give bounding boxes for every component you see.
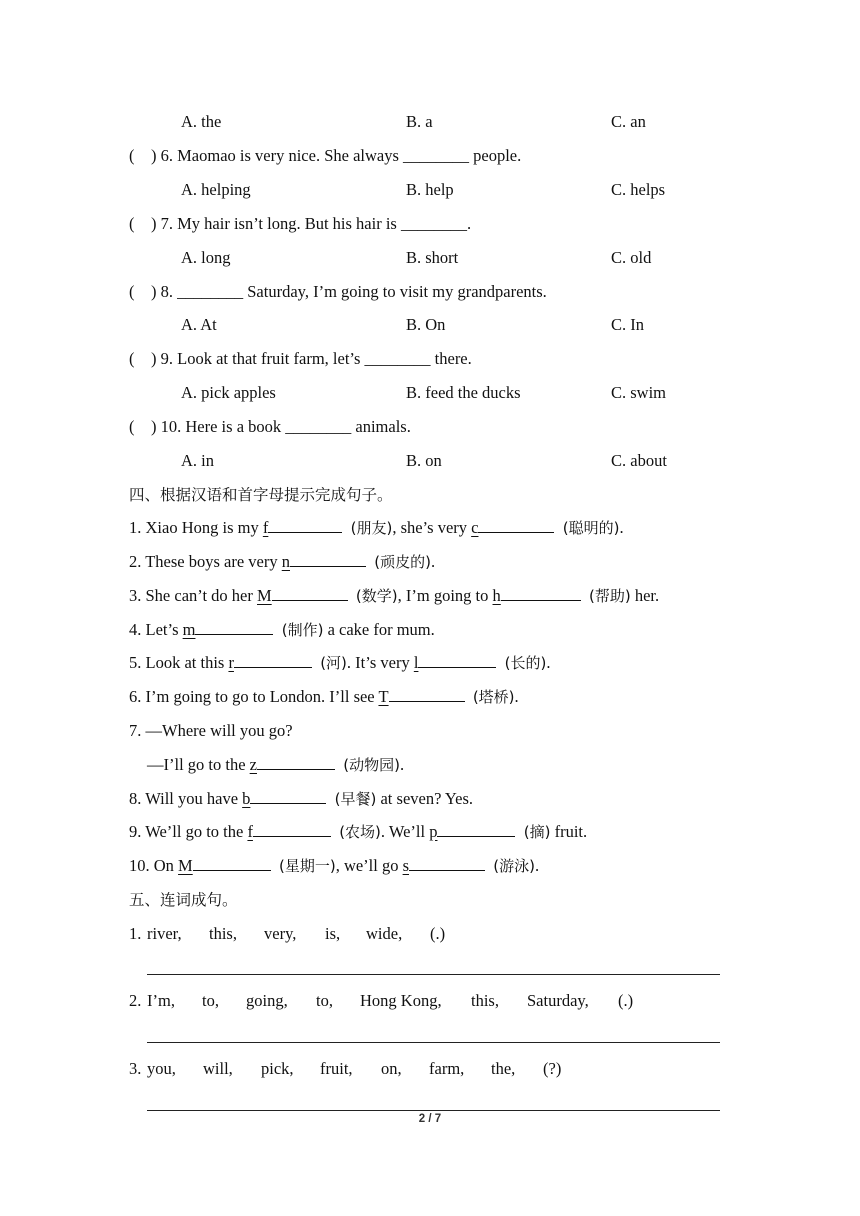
s4-5-blank-1[interactable]: r [228, 653, 312, 672]
s4-10-blank-1[interactable]: M [178, 856, 271, 875]
s5-3-word: will, [203, 1059, 233, 1078]
q10-option-b: B. on [406, 451, 442, 470]
q7-answer-paren[interactable]: ( ) [129, 214, 157, 233]
q10-row [129, 417, 411, 437]
s4-9-blank-1[interactable]: f [247, 822, 331, 841]
q6-text: 6. Maomao is very nice. She always ________ people. [160, 146, 522, 165]
s5-1-word: river, [147, 924, 182, 943]
s5-2-word: to, [202, 991, 219, 1010]
s5-2-word: going, [246, 991, 288, 1010]
s4-5-blank-2[interactable]: l [414, 653, 497, 672]
s5-3-number: 3. [129, 1059, 142, 1078]
q7-option-b: B. short [406, 248, 459, 267]
s4-4-blank-1[interactable]: m [183, 620, 274, 639]
s4-10-blank-2[interactable]: s [403, 856, 485, 875]
q8-text: 8. ________ Saturday, I’m going to visit my grandparents. [160, 282, 547, 301]
s5-3-word: farm, [429, 1059, 465, 1078]
q10-answer-paren[interactable]: ( ) [129, 417, 157, 436]
s5-1-number: 1. [129, 924, 142, 943]
s4-sentence-5: 5. Look at this r (河). It’s very l (长的). [129, 653, 551, 672]
q5-option-b: B. a [406, 112, 433, 131]
s5-1-word: is, [325, 924, 341, 943]
s5-2-number: 2. [129, 991, 142, 1010]
s5-2-word: to, [316, 991, 333, 1010]
s4-9-blank-2[interactable]: p [429, 822, 515, 841]
s5-3-answer-line[interactable] [147, 1110, 720, 1111]
q9-option-b: B. feed the ducks [406, 383, 521, 402]
section5-heading: 五、连词成句。 [129, 891, 238, 909]
s5-2-word: (.) [618, 991, 634, 1010]
q7-row [129, 214, 471, 234]
q6-row [129, 146, 521, 166]
s4-2-blank-1[interactable]: n [282, 552, 366, 571]
s5-1-word: wide, [366, 924, 403, 943]
s5-2-word: Hong Kong, [360, 991, 442, 1010]
s5-2-word: Saturday, [527, 991, 589, 1010]
s4-sentence-7-question: 7. —Where will you go? [129, 721, 293, 740]
s5-3-word: (?) [543, 1059, 562, 1078]
q10-option-c: C. about [611, 451, 667, 470]
q6-answer-paren[interactable]: ( ) [129, 146, 157, 165]
q9-answer-paren[interactable]: ( ) [129, 349, 157, 368]
q8-option-c: C. In [611, 315, 644, 334]
s4-3-blank-1[interactable]: M [257, 586, 348, 605]
s4-7-blank-1[interactable]: z [250, 755, 335, 774]
s5-3-word: the, [491, 1059, 516, 1078]
s4-sentence-1: 1. Xiao Hong is my f (朋友), she’s very c (聪明的). [129, 518, 624, 537]
s5-2-word: this, [471, 991, 499, 1010]
q7-option-c: C. old [611, 248, 652, 267]
s5-3-word: you, [147, 1059, 176, 1078]
q8-row [129, 282, 547, 302]
q7-text: 7. My hair isn’t long. But his hair is ________. [160, 214, 472, 233]
s5-3-word: on, [381, 1059, 402, 1078]
s5-2-answer-line[interactable] [147, 1042, 720, 1043]
q9-row [129, 349, 472, 369]
s4-3-blank-2[interactable]: h [493, 586, 581, 605]
s5-1-word: (.) [430, 924, 446, 943]
q9-option-c: C. swim [611, 383, 667, 402]
q8-option-b: B. On [406, 315, 446, 334]
page-number: 2 / 7 [418, 1113, 442, 1125]
section4-heading: 四、根据汉语和首字母提示完成句子。 [129, 486, 393, 504]
s5-3-word: fruit, [320, 1059, 353, 1078]
s4-sentence-9: 9. We’ll go to the f (农场). We’ll p (摘) fruit. [129, 822, 588, 841]
s5-1-word: this, [209, 924, 237, 943]
q7-option-a: A. long [181, 248, 231, 267]
s5-1-word: very, [264, 924, 297, 943]
q9-option-a: A. pick apples [181, 383, 276, 402]
s4-sentence-10: 10. On M (星期一), we’ll go s (游泳). [129, 856, 540, 875]
s4-sentence-4: 4. Let’s m (制作) a cake for mum. [129, 620, 435, 639]
q10-text: 10. Here is a book ________ animals. [160, 417, 411, 436]
s5-2-word: I’m, [147, 991, 175, 1010]
s4-8-blank-1[interactable]: b [242, 789, 326, 808]
q6-option-b: B. help [406, 180, 454, 199]
s4-sentence-7-answer: —I’ll go to the z (动物园). [147, 755, 405, 774]
s4-1-blank-1[interactable]: f [263, 518, 343, 537]
q5-option-c: C. an [611, 112, 646, 131]
q8-option-a: A. At [181, 315, 217, 334]
s4-sentence-2: 2. These boys are very n (顽皮的). [129, 552, 436, 571]
s4-sentence-6: 6. I’m going to go to London. I’ll see T (塔桥). [129, 687, 519, 706]
s4-6-blank-1[interactable]: T [378, 687, 464, 706]
s4-sentence-3: 3. She can’t do her M (数学), I’m going to h (帮助) her. [129, 586, 660, 605]
q9-text: 9. Look at that fruit farm, let’s ________ there. [160, 349, 472, 368]
q8-answer-paren[interactable]: ( ) [129, 282, 157, 301]
q6-option-a: A. helping [181, 180, 251, 199]
s4-sentence-8: 8. Will you have b (早餐) at seven? Yes. [129, 789, 474, 808]
q10-option-a: A. in [181, 451, 214, 470]
s4-1-blank-2[interactable]: c [471, 518, 554, 537]
s5-3-word: pick, [261, 1059, 294, 1078]
q6-option-c: C. helps [611, 180, 666, 199]
s5-1-answer-line[interactable] [147, 974, 720, 975]
q5-option-a: A. the [181, 112, 222, 131]
